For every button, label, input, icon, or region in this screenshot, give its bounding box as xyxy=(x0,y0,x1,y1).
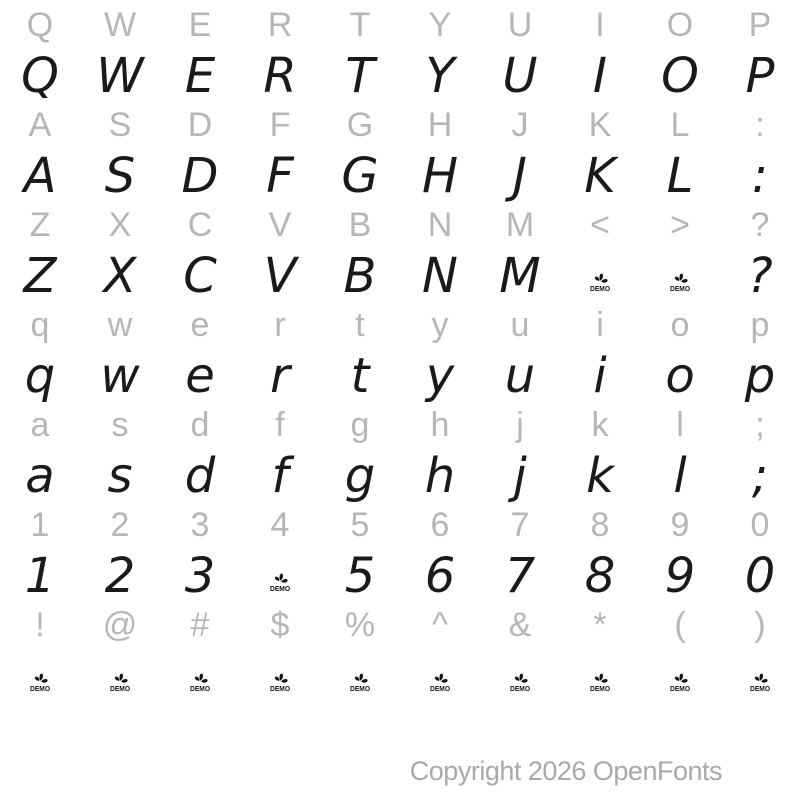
glyph-cell: G xyxy=(346,106,374,144)
glyph-cell: e xyxy=(185,348,215,404)
glyph-row-demo xyxy=(0,548,800,604)
demo-glyph-cell xyxy=(480,650,560,700)
glyph-cell: p xyxy=(744,348,776,404)
glyph-cell: ? xyxy=(747,248,773,304)
glyph-cell: p xyxy=(750,306,770,344)
glyph-cell: H xyxy=(421,148,459,204)
glyph-cell: g xyxy=(344,448,376,504)
glyph-cell: 3 xyxy=(184,548,216,604)
glyph-cell: 8 xyxy=(584,548,616,604)
glyph-cell: R xyxy=(263,48,297,104)
glyph-cell: 7 xyxy=(504,548,536,604)
glyph-cell: : xyxy=(755,106,765,144)
glyph-cell: N xyxy=(422,248,458,304)
glyph-cell: Z xyxy=(23,248,57,304)
glyph-cell: i xyxy=(596,306,604,344)
glyph-cell: C xyxy=(183,248,217,304)
glyph-cell: N xyxy=(427,206,453,244)
demo-glyph-icon xyxy=(188,668,212,692)
glyph-cell: 2 xyxy=(110,506,130,544)
glyph-cell: a xyxy=(25,448,55,504)
glyph-cell: Y xyxy=(425,48,455,104)
glyph-cell: D xyxy=(181,148,219,204)
demo-glyph-icon xyxy=(268,668,292,692)
glyph-cell: ! xyxy=(35,606,45,644)
svg-text:DEMO: DEMO xyxy=(190,686,211,692)
glyph-row-reference xyxy=(0,600,800,650)
glyph-cell: k xyxy=(591,406,609,444)
demo-glyph-cell xyxy=(240,550,320,600)
glyph-cell: f xyxy=(271,448,289,504)
glyph-cell: @ xyxy=(102,606,138,644)
glyph-cell: j xyxy=(513,448,527,504)
glyph-cell: o xyxy=(670,306,690,344)
demo-glyph-icon xyxy=(588,668,612,692)
glyph-cell: f xyxy=(275,406,285,444)
glyph-cell: h xyxy=(424,448,456,504)
glyph-cell: & xyxy=(508,606,532,644)
demo-glyph-cell xyxy=(0,650,80,700)
glyph-cell: E xyxy=(184,48,216,104)
glyph-cell: : xyxy=(751,148,769,204)
glyph-cell: $ xyxy=(270,606,290,644)
svg-text:DEMO: DEMO xyxy=(510,686,531,692)
glyph-cell: V xyxy=(263,248,297,304)
glyph-cell: r xyxy=(270,348,290,404)
glyph-cell: 8 xyxy=(590,506,610,544)
glyph-cell: P xyxy=(745,48,775,104)
svg-text:DEMO: DEMO xyxy=(270,586,291,592)
glyph-cell: a xyxy=(30,406,50,444)
glyph-cell: T xyxy=(349,6,371,44)
demo-glyph-icon xyxy=(508,668,532,692)
glyph-cell: F xyxy=(269,106,291,144)
glyph-cell: C xyxy=(187,206,213,244)
glyph-cell: r xyxy=(274,306,286,344)
glyph-cell: > xyxy=(670,206,690,244)
glyph-cell: J xyxy=(511,106,529,144)
glyph-cell: U xyxy=(502,48,538,104)
glyph-cell: j xyxy=(516,406,524,444)
demo-glyph-cell xyxy=(320,650,400,700)
glyph-row-demo xyxy=(0,48,800,104)
glyph-row-reference xyxy=(0,0,800,50)
glyph-row-demo xyxy=(0,248,800,304)
glyph-row-reference xyxy=(0,400,800,450)
glyph-cell: O xyxy=(666,6,694,44)
glyph-cell: % xyxy=(344,606,376,644)
demo-glyph-cell xyxy=(640,250,720,300)
glyph-cell: q xyxy=(24,348,56,404)
glyph-cell: 2 xyxy=(104,548,136,604)
glyph-cell: k xyxy=(586,448,614,504)
demo-glyph-icon xyxy=(108,668,132,692)
glyph-cell: D xyxy=(187,106,213,144)
glyph-cell: 6 xyxy=(430,506,450,544)
demo-glyph-cell xyxy=(80,650,160,700)
glyph-cell: R xyxy=(267,6,293,44)
glyph-cell: t xyxy=(350,348,370,404)
svg-text:DEMO: DEMO xyxy=(430,686,451,692)
glyph-cell: W xyxy=(96,48,144,104)
glyph-cell: 0 xyxy=(744,548,776,604)
glyph-cell: X xyxy=(108,206,132,244)
glyph-cell: 7 xyxy=(510,506,530,544)
demo-glyph-cell xyxy=(560,250,640,300)
glyph-cell: t xyxy=(355,306,365,344)
glyph-row-reference xyxy=(0,300,800,350)
glyph-cell: i xyxy=(593,348,607,404)
glyph-cell: S xyxy=(104,148,136,204)
glyph-cell: 4 xyxy=(270,506,290,544)
glyph-cell: T xyxy=(345,48,375,104)
glyph-row-demo xyxy=(0,448,800,504)
glyph-cell: o xyxy=(665,348,695,404)
glyph-cell: h xyxy=(430,406,450,444)
glyph-cell: Z xyxy=(29,206,51,244)
glyph-cell: K xyxy=(588,106,612,144)
glyph-cell: O xyxy=(661,48,699,104)
glyph-cell: I xyxy=(595,6,605,44)
demo-glyph-icon xyxy=(668,668,692,692)
glyph-cell: s xyxy=(111,406,129,444)
glyph-row-reference xyxy=(0,200,800,250)
glyph-cell: H xyxy=(427,106,453,144)
glyph-cell: y xyxy=(431,306,449,344)
glyph-cell: l xyxy=(676,406,684,444)
glyph-cell: 1 xyxy=(24,548,56,604)
glyph-cell: # xyxy=(190,606,210,644)
svg-text:DEMO: DEMO xyxy=(30,686,51,692)
glyph-cell: M xyxy=(505,206,535,244)
glyph-cell: B xyxy=(343,248,377,304)
demo-glyph-cell xyxy=(560,650,640,700)
svg-text:DEMO: DEMO xyxy=(750,686,771,692)
demo-glyph-icon xyxy=(428,668,452,692)
glyph-cell: ) xyxy=(754,606,766,644)
glyph-cell: U xyxy=(507,6,533,44)
glyph-cell: u xyxy=(504,348,536,404)
glyph-cell: X xyxy=(103,248,137,304)
glyph-cell: w xyxy=(107,306,133,344)
glyph-cell: s xyxy=(107,448,133,504)
demo-glyph-cell xyxy=(240,650,320,700)
glyph-cell: ( xyxy=(674,606,686,644)
svg-text:DEMO: DEMO xyxy=(670,686,691,692)
glyph-cell: y xyxy=(425,348,455,404)
glyph-cell: * xyxy=(593,606,607,644)
glyph-cell: l xyxy=(673,448,687,504)
glyph-cell: d xyxy=(184,448,216,504)
glyph-cell: ^ xyxy=(432,606,448,644)
glyph-cell: w xyxy=(100,348,140,404)
glyph-cell: Q xyxy=(21,48,59,104)
glyph-cell: q xyxy=(30,306,50,344)
glyph-cell: 1 xyxy=(30,506,50,544)
glyph-cell: ? xyxy=(750,206,770,244)
demo-glyph-icon xyxy=(668,268,692,292)
glyph-cell: ; xyxy=(755,406,765,444)
svg-text:DEMO: DEMO xyxy=(590,686,611,692)
glyph-cell: S xyxy=(108,106,132,144)
demo-glyph-icon xyxy=(28,668,52,692)
demo-glyph-icon xyxy=(588,268,612,292)
glyph-cell: e xyxy=(190,306,210,344)
glyph-cell: 9 xyxy=(664,548,696,604)
glyph-cell: g xyxy=(350,406,370,444)
svg-text:DEMO: DEMO xyxy=(670,286,691,292)
glyph-cell: F xyxy=(266,148,294,204)
glyph-cell: u xyxy=(510,306,530,344)
glyph-cell: 5 xyxy=(344,548,376,604)
glyph-cell: Y xyxy=(428,6,452,44)
svg-text:DEMO: DEMO xyxy=(110,686,131,692)
glyph-cell: W xyxy=(103,6,137,44)
glyph-cell: I xyxy=(592,48,608,104)
glyph-row-demo xyxy=(0,650,800,700)
glyph-cell: G xyxy=(341,148,379,204)
glyph-cell: Q xyxy=(26,6,54,44)
glyph-cell: ; xyxy=(751,448,769,504)
copyright-text: Copyright 2026 OpenFonts xyxy=(409,756,722,786)
demo-glyph-cell xyxy=(400,650,480,700)
demo-glyph-cell xyxy=(640,650,720,700)
svg-text:DEMO: DEMO xyxy=(590,286,611,292)
svg-text:DEMO: DEMO xyxy=(270,686,291,692)
glyph-cell: A xyxy=(23,148,57,204)
demo-glyph-cell xyxy=(160,650,240,700)
glyph-cell: 6 xyxy=(424,548,456,604)
glyph-row-reference xyxy=(0,100,800,150)
glyph-cell: M xyxy=(499,248,541,304)
glyph-cell: 3 xyxy=(190,506,210,544)
svg-text:DEMO: DEMO xyxy=(350,686,371,692)
glyph-cell: 0 xyxy=(750,506,770,544)
glyph-cell: E xyxy=(188,6,212,44)
demo-glyph-icon xyxy=(748,668,772,692)
glyph-row-demo xyxy=(0,148,800,204)
glyph-cell: P xyxy=(748,6,772,44)
glyph-cell: B xyxy=(348,206,372,244)
demo-glyph-icon xyxy=(348,668,372,692)
glyph-cell: d xyxy=(190,406,210,444)
demo-glyph-cell xyxy=(720,650,800,700)
glyph-cell: < xyxy=(590,206,610,244)
glyph-cell: L xyxy=(666,148,694,204)
glyph-row-reference xyxy=(0,500,800,550)
glyph-cell: K xyxy=(584,148,616,204)
glyph-cell: V xyxy=(268,206,292,244)
glyph-cell: J xyxy=(512,148,528,204)
glyph-cell: 9 xyxy=(670,506,690,544)
glyph-cell: 5 xyxy=(350,506,370,544)
glyph-cell: L xyxy=(670,106,690,144)
glyph-cell: A xyxy=(28,106,52,144)
glyph-row-demo xyxy=(0,348,800,404)
demo-glyph-icon xyxy=(268,568,292,592)
